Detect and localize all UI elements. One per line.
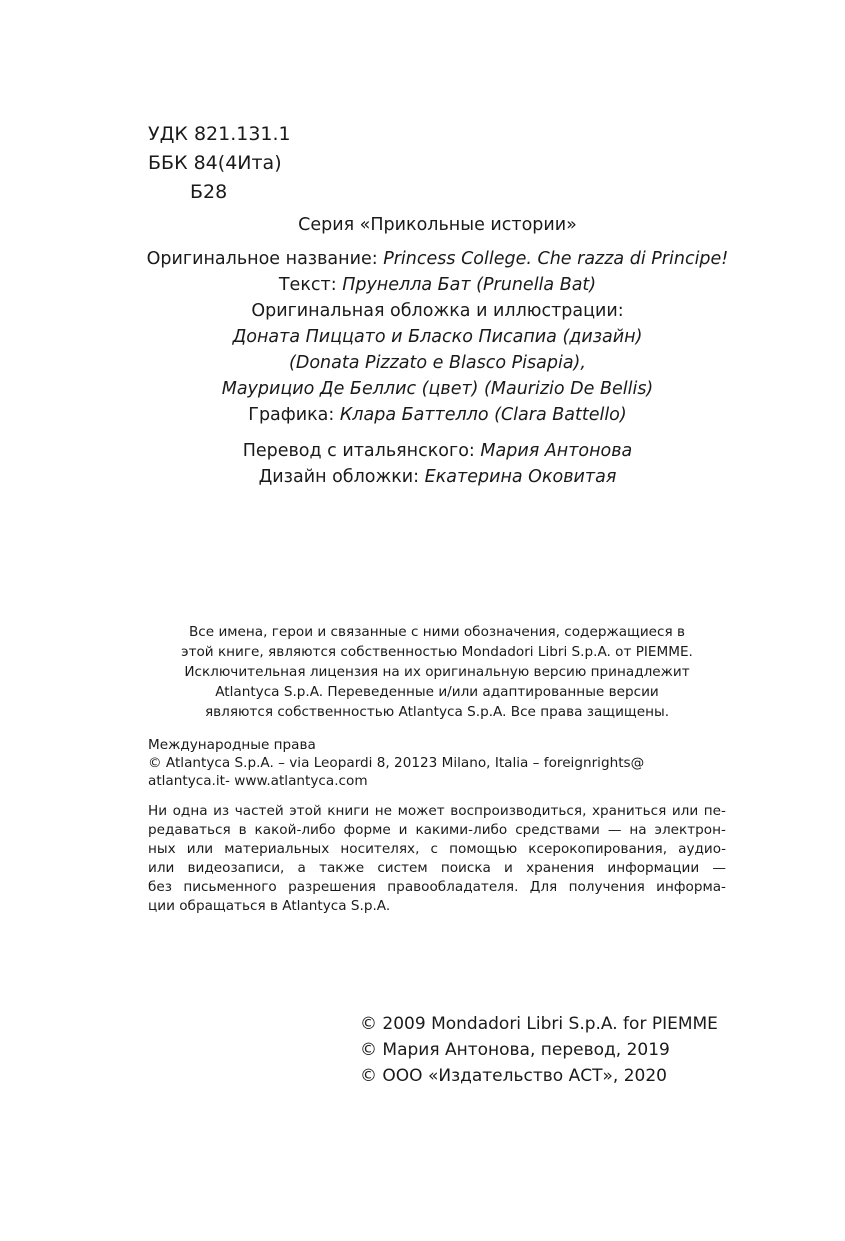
- copyright-line: © 2009 Mondadori Libri S.p.A. for PIEMME: [360, 1014, 718, 1034]
- word: ных: [148, 841, 176, 857]
- text-label: Текст:: [278, 275, 337, 295]
- cover-credit-line-1: Доната Пиццато и Бласко Писапиа (дизайн): [232, 327, 643, 347]
- international-rights-line: © Atlantyca S.p.A. – via Leopardi 8, 20123 Milano, Italia – foreignrights@: [148, 755, 645, 771]
- cover-design-line: [140, 464, 735, 490]
- word: и: [504, 860, 513, 876]
- word: —: [607, 822, 622, 838]
- legal-notice-line: [148, 878, 726, 897]
- word: пе-: [703, 803, 726, 819]
- text-author: Прунелла Бат (Prunella Bat): [342, 275, 597, 295]
- word: форме: [343, 822, 391, 838]
- rights-note-line: Все имена, герои и связанные с ними обозначения, содержащиеся в: [188, 624, 686, 640]
- word: информа-: [656, 879, 726, 895]
- word: или: [186, 841, 214, 857]
- word: помощью: [449, 841, 518, 857]
- word: видеозаписи,: [187, 860, 285, 876]
- word: на: [629, 822, 647, 838]
- original-title-line: [140, 246, 735, 272]
- word: какими-либо: [415, 822, 508, 838]
- text-author-line: [140, 272, 735, 298]
- graphics-author: Клара Баттелло (Clara Battello): [339, 405, 627, 425]
- translation-label: Перевод с итальянского:: [242, 441, 475, 461]
- word: письменного: [183, 879, 277, 895]
- word: правообладателя.: [387, 879, 519, 895]
- word: или: [671, 803, 699, 819]
- word: хранения: [526, 860, 595, 876]
- rights-note-line: являются собственностью Atlantyca S.p.A. Все права защищены.: [204, 704, 670, 720]
- translator: Мария Антонова: [480, 441, 633, 461]
- word: не: [374, 803, 393, 819]
- rights-note-line: этой книге, являются собственностью Mondadori Libri S.p.A. от PIEMME.: [181, 644, 693, 660]
- word: с: [430, 841, 439, 857]
- word: может: [397, 803, 445, 819]
- word: или: [148, 860, 175, 876]
- word: Для: [529, 879, 558, 895]
- word: и: [398, 822, 408, 838]
- cover-designer: Екатерина Оковитая: [424, 467, 617, 487]
- legal-notice-line: [148, 821, 726, 840]
- legal-notice-line: [148, 802, 726, 821]
- word: Ни: [148, 803, 168, 819]
- word: поиска: [440, 860, 491, 876]
- author-mark: Б28: [190, 181, 228, 203]
- original-title-label: Оригинальное название:: [146, 249, 378, 269]
- copyright-line: © ООО «Издательство АСТ», 2020: [360, 1066, 667, 1086]
- rights-note-line: Исключительная лицензия на их оригинальную версию принадлежит: [184, 664, 690, 680]
- copyright-line: © Мария Антонова, перевод, 2019: [360, 1040, 670, 1060]
- word: разрешения: [288, 879, 376, 895]
- legal-notice: [148, 802, 726, 916]
- international-rights-line: atlantyca.it- www.atlantyca.com: [148, 773, 368, 789]
- rights-note-line: Atlantyca S.p.A. Переведенные и/или адаптированные версии: [215, 684, 659, 700]
- udk-code: УДК 821.131.1: [148, 123, 291, 145]
- legal-notice-line: ции обращаться в Atlantyca S.p.A.: [148, 898, 391, 914]
- word: получения: [568, 879, 645, 895]
- cover-design-label: Дизайн обложки:: [258, 467, 420, 487]
- cover-credit-line-2: (Donata Pizzato e Blasco Pisapia),: [289, 353, 586, 373]
- legal-notice-line: [148, 859, 726, 878]
- word: книги: [327, 803, 370, 819]
- original-title: Princess College. Che razza di Principe!: [383, 249, 729, 269]
- word: систем: [377, 860, 428, 876]
- word: из: [213, 803, 230, 819]
- word: носителях,: [340, 841, 420, 857]
- word: —: [712, 860, 726, 876]
- word: информации: [607, 860, 700, 876]
- word: редаваться: [148, 822, 231, 838]
- cover-credit-line-3: Маурицио Де Беллис (цвет) (Maurizio De Bellis): [221, 379, 654, 399]
- word: также: [319, 860, 365, 876]
- graphics-line: [140, 402, 735, 428]
- word: аудио-: [678, 841, 726, 857]
- word: этой: [289, 803, 322, 819]
- legal-notice-line: [148, 840, 726, 859]
- series-title: Серия «Прикольные истории»: [298, 215, 577, 235]
- bbk-code: ББК 84(4Ита): [148, 152, 282, 174]
- word: в: [238, 822, 247, 838]
- cover-label: Оригинальная обложка и иллюстрации:: [251, 301, 624, 321]
- word: одна: [172, 803, 208, 819]
- international-rights: [148, 736, 726, 790]
- word: воспроизводиться,: [450, 803, 587, 819]
- word: какой-либо: [254, 822, 336, 838]
- graphics-label: Графика:: [248, 405, 335, 425]
- classification-block: [148, 120, 291, 207]
- translation-line: [140, 438, 735, 464]
- credits-block: [140, 212, 735, 490]
- word: без: [148, 879, 172, 895]
- word: храниться: [591, 803, 667, 819]
- word: а: [297, 860, 306, 876]
- word: электрон-: [654, 822, 726, 838]
- copyright-block: [360, 1011, 718, 1089]
- word: частей: [234, 803, 284, 819]
- rights-note: [148, 622, 726, 722]
- word: материальных: [224, 841, 330, 857]
- international-rights-title: Международные права: [148, 737, 316, 753]
- word: ксерокопирования,: [528, 841, 668, 857]
- word: средствами: [515, 822, 600, 838]
